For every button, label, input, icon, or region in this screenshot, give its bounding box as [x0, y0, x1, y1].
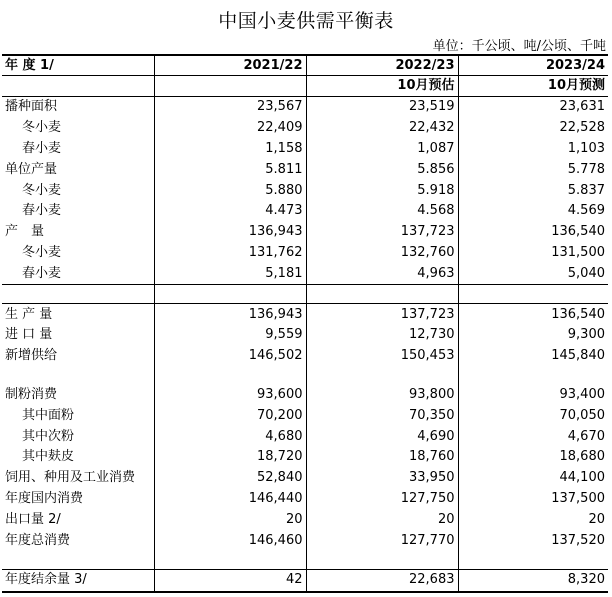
- spacer-row: [2, 551, 608, 570]
- cell: 20: [306, 509, 458, 530]
- cell: 137,520: [458, 530, 608, 551]
- row-label: 饲用、种用及工业消费: [5, 470, 136, 486]
- table-row: [2, 263, 608, 284]
- cell: 20: [458, 509, 608, 530]
- row-label: 制粉消费: [5, 386, 58, 402]
- cell: 1,158: [154, 139, 306, 160]
- year-note: 10月预估: [306, 76, 458, 97]
- row-label: 其中次粉: [22, 428, 75, 444]
- cell: 5.837: [458, 180, 608, 201]
- header-note-row: [2, 76, 608, 97]
- table-row: [2, 405, 608, 426]
- row-label: 年度国内消费: [5, 490, 84, 506]
- cell: 5.918: [306, 180, 458, 201]
- row-label: 春小麦: [22, 140, 62, 156]
- cell: 52,840: [154, 468, 306, 489]
- cell: 137,723: [306, 222, 458, 243]
- table-row: [2, 97, 608, 118]
- cell: 5,040: [458, 263, 608, 284]
- cell: 4.473: [154, 201, 306, 222]
- year-header: 2022/23: [306, 55, 458, 76]
- table-row: [2, 447, 608, 468]
- row-label: 春小麦: [22, 265, 62, 281]
- cell: 5.856: [306, 159, 458, 180]
- cell: 5,181: [154, 263, 306, 284]
- table-row: [2, 304, 608, 325]
- header-row: [2, 55, 608, 76]
- cell: 23,567: [154, 97, 306, 118]
- table-row: [2, 243, 608, 264]
- year-header: 2021/22: [154, 55, 306, 76]
- unit-note: 单位：千公顷、吨/公顷、千吨: [432, 39, 606, 54]
- row-label: 冬小麦: [22, 182, 62, 198]
- table-row: [2, 325, 608, 346]
- cell: 4.569: [458, 201, 608, 222]
- table-row: [2, 222, 608, 243]
- cell: 127,750: [306, 489, 458, 510]
- cell: 18,720: [154, 447, 306, 468]
- cell: 1,103: [458, 139, 608, 160]
- year-label: 年 度 1/: [2, 55, 154, 76]
- cell: 131,500: [458, 243, 608, 264]
- cell: 33,950: [306, 468, 458, 489]
- cell: 150,453: [306, 346, 458, 367]
- year-note: [154, 76, 306, 97]
- row-label: 进 口 量: [5, 327, 53, 343]
- cell: 93,400: [458, 385, 608, 406]
- row-label: 产 量: [5, 224, 45, 240]
- cell: 23,519: [306, 97, 458, 118]
- cell: 22,432: [306, 118, 458, 139]
- table-row: [2, 118, 608, 139]
- cell: 5.778: [458, 159, 608, 180]
- spacer-row: [2, 285, 608, 304]
- cell: 4,680: [154, 426, 306, 447]
- cell: 136,943: [154, 222, 306, 243]
- table-row: [2, 139, 608, 160]
- cell: 22,683: [306, 569, 458, 591]
- row-label: 冬小麦: [22, 120, 62, 136]
- cell: 22,409: [154, 118, 306, 139]
- row-label: 生 产 量: [2, 304, 154, 325]
- cell: 127,770: [306, 530, 458, 551]
- balance-table: [2, 54, 608, 593]
- table-row: [2, 180, 608, 201]
- cell: 23,631: [458, 97, 608, 118]
- row-label: 其中面粉: [22, 407, 75, 423]
- row-label: 春小麦: [22, 203, 62, 219]
- cell: 1,087: [306, 139, 458, 160]
- cell: 9,559: [154, 325, 306, 346]
- cell: 146,460: [154, 530, 306, 551]
- row-label: 年度结余量 3/: [2, 569, 154, 591]
- row-label: 新增供给: [5, 348, 58, 364]
- cell: 18,760: [306, 447, 458, 468]
- row-label: 年度总消费: [5, 532, 71, 548]
- cell: 145,840: [458, 346, 608, 367]
- table-row: [2, 426, 608, 447]
- cell: 8,320: [458, 569, 608, 591]
- cell: 131,762: [154, 243, 306, 264]
- table-row: [2, 159, 608, 180]
- row-label: 出口量 2/: [5, 511, 61, 527]
- table-row: [2, 346, 608, 367]
- cell: 93,600: [154, 385, 306, 406]
- cell: 18,680: [458, 447, 608, 468]
- cell: 137,723: [306, 304, 458, 325]
- year-header: 2023/24: [458, 55, 608, 76]
- row-label: 播种面积: [2, 97, 154, 118]
- spacer-row: [2, 367, 608, 385]
- cell: 4,963: [306, 263, 458, 284]
- cell: 4,670: [458, 426, 608, 447]
- table-row: [2, 489, 608, 510]
- cell: 5.880: [154, 180, 306, 201]
- row-label: 其中麸皮: [22, 449, 75, 465]
- cell: 4.568: [306, 201, 458, 222]
- cell: 22,528: [458, 118, 608, 139]
- cell: 146,440: [154, 489, 306, 510]
- cell: 70,050: [458, 405, 608, 426]
- cell: 70,350: [306, 405, 458, 426]
- cell: 93,800: [306, 385, 458, 406]
- table-row: [2, 509, 608, 530]
- cell: 20: [154, 509, 306, 530]
- row-label: 单位产量: [5, 161, 58, 177]
- cell: 146,502: [154, 346, 306, 367]
- cell: 132,760: [306, 243, 458, 264]
- table-row: [2, 201, 608, 222]
- table-row: [2, 530, 608, 551]
- cell: 70,200: [154, 405, 306, 426]
- cell: 136,943: [154, 304, 306, 325]
- cell: 5.811: [154, 159, 306, 180]
- cell: 12,730: [306, 325, 458, 346]
- cell: 42: [154, 569, 306, 591]
- table-row: [2, 385, 608, 406]
- year-note: 10月预测: [458, 76, 608, 97]
- table-row: [2, 468, 608, 489]
- cell: 4,690: [306, 426, 458, 447]
- cell: 137,500: [458, 489, 608, 510]
- table-row: [2, 569, 608, 591]
- page-title: 中国小麦供需平衡表: [218, 10, 394, 32]
- cell: 9,300: [458, 325, 608, 346]
- cell: 44,100: [458, 468, 608, 489]
- cell: 136,540: [458, 222, 608, 243]
- row-label: 冬小麦: [22, 244, 62, 260]
- cell: 136,540: [458, 304, 608, 325]
